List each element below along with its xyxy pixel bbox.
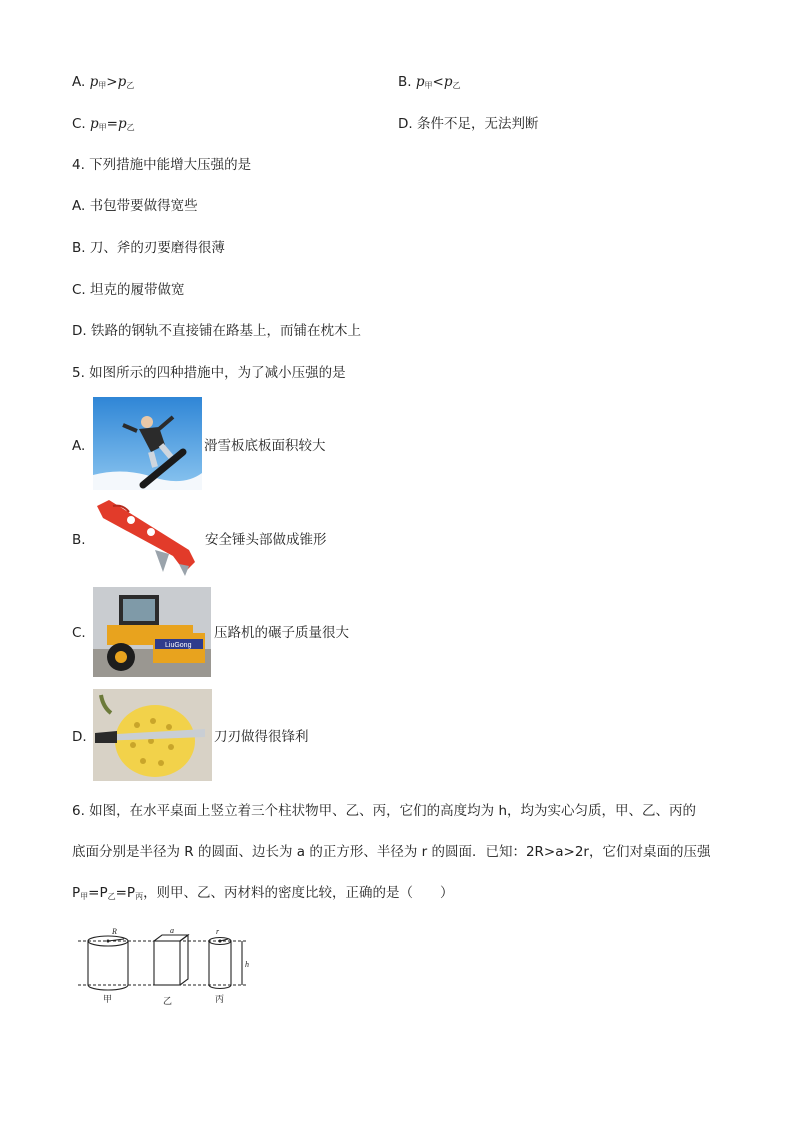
q4-option-c[interactable]: C. 坦克的履带做宽 — [72, 282, 185, 298]
q5-option-b-label[interactable]: B. — [72, 532, 86, 548]
roller-brand-text: LiuGong — [165, 642, 192, 649]
safety-hammer-image — [93, 494, 203, 580]
q5-option-c-label[interactable]: C. — [72, 625, 86, 641]
q3-option-d[interactable]: D. 条件不足，无法判断 — [398, 116, 539, 132]
q3-option-a[interactable]: A. $p_甲>p_乙$ — [72, 74, 135, 90]
label-h: h — [245, 960, 249, 969]
q4-option-d[interactable]: D. 铁路的钢轨不直接铺在路基上，而铺在枕木上 — [72, 323, 361, 339]
q5-option-a-label[interactable]: A. — [72, 438, 86, 454]
pineapple-knife-image — [93, 689, 212, 781]
q4-stem: 4. 下列措施中能增大压强的是 — [72, 157, 252, 173]
center-dot-jia — [107, 940, 109, 942]
q6-stem-line-2: 底面分别是半径为 R 的圆面、边长为 a 的正方形、半径为 r 的圆面．已知：2R>a>2r，它们对桌面的压强 — [72, 844, 711, 860]
q5-option-c-text[interactable]: 压路机的碾子质量很大 — [214, 625, 349, 641]
q4-option-a[interactable]: A. 书包带要做得宽些 — [72, 198, 198, 214]
center-dot-bing — [219, 940, 221, 942]
q5-option-d-label[interactable]: D. — [72, 729, 87, 745]
prism-yi-top — [154, 935, 188, 941]
snowboarder-image — [93, 397, 202, 490]
label-yi: 乙 — [163, 996, 173, 1006]
q5-option-d-text[interactable]: 刀刃做得很锋利 — [214, 729, 309, 745]
q5-option-a-text[interactable]: 滑雪板底板面积较大 — [204, 438, 326, 454]
road-roller-image — [93, 587, 211, 677]
label-R: R — [112, 927, 117, 936]
q5-option-b-text[interactable]: 安全锤头部做成锥形 — [205, 532, 327, 548]
prism-yi-front — [154, 941, 180, 985]
q3-option-b[interactable]: B. $p_甲<p_乙$ — [398, 74, 461, 90]
q6-stem-line-1: 6. 如图，在水平桌面上竖立着三个柱状物甲、乙、丙，它们的高度均为 h，均为实心匀质，甲、乙、丙的 — [72, 803, 697, 819]
label-bing: 丙 — [215, 994, 225, 1004]
cylinder-jia-bottom — [88, 985, 128, 990]
q6-figure — [74, 924, 254, 1008]
label-jia: 甲 — [103, 994, 113, 1004]
label-a: a — [170, 926, 174, 935]
prism-yi-side — [180, 935, 188, 985]
q3-option-c[interactable]: C. $p_甲=p_乙$ — [72, 116, 135, 132]
q6-stem-line-3: $P_甲=P_乙=P_丙$，则甲、乙、丙材料的密度比较，正确的是（ ） — [72, 885, 454, 901]
q4-option-b[interactable]: B. 刀、斧的刃要磨得很薄 — [72, 240, 225, 256]
q5-stem: 5. 如图所示的四种措施中，为了减小压强的是 — [72, 365, 346, 381]
label-r: r — [216, 927, 220, 936]
